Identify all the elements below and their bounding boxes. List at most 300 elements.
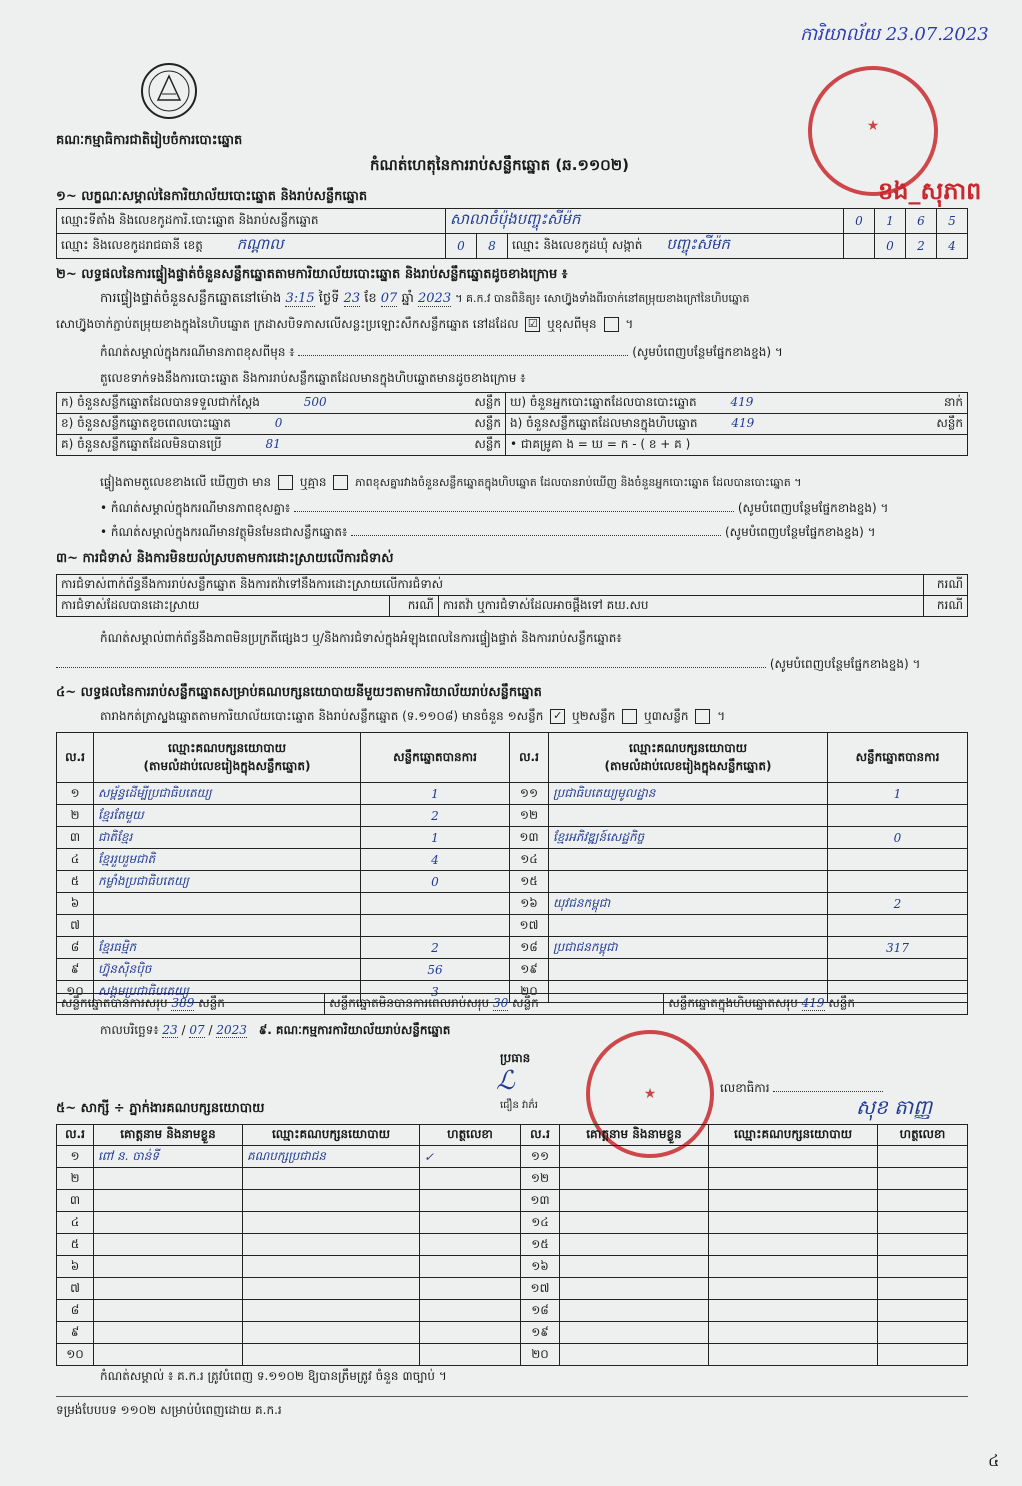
province-code-2: 8 xyxy=(477,234,508,259)
valid-total-unit: សន្លឹក xyxy=(198,996,225,1010)
document-title: កំណត់ហេតុនៃការរាប់សន្លឹកឆ្នោត (ឆ.១១០២) xyxy=(370,156,630,174)
bullet-2-dots xyxy=(351,535,721,536)
witness-no: ១០ xyxy=(57,1344,94,1366)
col-party-right-text: ឈ្មោះគណបក្សនយោបាយ xyxy=(628,740,748,755)
counts-intro: តួលេខទាក់ទងនឹងការបោះឆ្នោត និងការរាប់សន្លឹកឆ្នោតដែលមានក្នុងហិបឆ្នោតមានដូចខាងក្រោម ៖ xyxy=(100,371,526,385)
witness-col-name-right: គោត្តនាម និងនាមខ្លួន xyxy=(560,1125,709,1146)
month-label: ខែ xyxy=(364,291,377,306)
party-row xyxy=(57,827,968,849)
party-row-no: ១២ xyxy=(510,805,549,827)
fill-more-1: (សូមបំពេញបន្ថែមផ្នែកខាងខ្នង) ។ xyxy=(632,345,783,359)
day-label: ថ្ងៃទី xyxy=(318,291,340,306)
party-name: ប្រជាជនកម្ពុជា xyxy=(549,937,828,959)
page-mark: ៤ xyxy=(988,1451,1000,1470)
witness-name xyxy=(94,1212,243,1234)
party-row xyxy=(57,805,968,827)
witness-signature xyxy=(878,1300,968,1322)
party-row-no: ១៣ xyxy=(510,827,549,849)
witness-no: ២ xyxy=(57,1168,94,1190)
count-value-a: 500 xyxy=(303,395,327,409)
party-votes: 3 xyxy=(361,981,510,1003)
witness-party xyxy=(709,1168,878,1190)
party-votes: 56 xyxy=(361,959,510,981)
valid-total-value: 389 xyxy=(171,996,195,1010)
witness-signature xyxy=(878,1234,968,1256)
verification-day: 23 xyxy=(343,291,361,306)
witness-signature xyxy=(878,1212,968,1234)
witness-name xyxy=(560,1344,709,1366)
witness-col-party-right: ឈ្មោះគណបក្សនយោបាយ xyxy=(709,1125,878,1146)
fill-more-4: (សូមបំពេញបន្ថែមផ្នែកខាងខ្នង) ។ xyxy=(769,657,921,671)
bullet-1-dots xyxy=(294,511,734,512)
resolved-case: ករណី xyxy=(389,596,438,617)
count-label-c xyxy=(57,435,506,456)
verification-text-b: ។ គ.ក.វ បានពិនិត្យ៖ សោហ្វ៊ូងទាំងពីរចាក់នៅតម្រុយខាងក្រៅនៃហិបឆ្នោត xyxy=(455,292,750,305)
signing-date-label: កាលបរិច្ឆេទ៖ xyxy=(100,1023,159,1037)
secretary-dots xyxy=(773,1091,883,1092)
different-label: ឬខុសពីមុន xyxy=(547,317,597,331)
count-unit-b: សន្លឹក xyxy=(474,416,501,430)
commune-label-text: ឈ្មោះ និងលេខកូដឃុំ សង្កាត់ xyxy=(512,238,643,252)
party-row xyxy=(57,915,968,937)
col-no-left: ល.រ xyxy=(57,733,94,783)
witness-name xyxy=(560,1190,709,1212)
witness-table xyxy=(56,1124,968,1366)
witness-row xyxy=(57,1344,968,1366)
count-row xyxy=(57,435,968,456)
witness-no: ១១ xyxy=(521,1146,560,1168)
witness-no: ១ xyxy=(57,1146,94,1168)
witness-signature xyxy=(420,1234,521,1256)
match-line-rest: ភាពខុសគ្នារវាងចំនួនសន្លឹកឆ្នោតក្នុងហិបឆ្នោត ដែលបានរាប់ឃើញ និងចំនួនអ្នកបោះឆ្នោត ដែលបានបោះឆ្នោត ។ xyxy=(355,476,802,489)
witness-name xyxy=(94,1168,243,1190)
count-unit-c: សន្លឹក xyxy=(474,437,501,451)
match-line-text: ផ្ទៀងតាមតួលេខខាងលើ ឃើញថា មាន xyxy=(100,475,272,489)
province-value: កណ្ដាល xyxy=(236,235,284,253)
invalid-total xyxy=(325,994,664,1015)
witness-signature xyxy=(420,1212,521,1234)
witness-row xyxy=(57,1256,968,1278)
witness-party xyxy=(709,1278,878,1300)
witness-no: ២០ xyxy=(521,1344,560,1366)
witness-party xyxy=(243,1168,420,1190)
witness-name xyxy=(560,1212,709,1234)
three-sheets-label: ឬ៣សន្លឹក xyxy=(644,709,689,723)
signing-day: 23 xyxy=(162,1023,178,1037)
party-row-no: ១៥ xyxy=(510,871,549,893)
invalid-total-label: សន្លឹកឆ្នោតមិនបានការពេលរាប់សរុប xyxy=(329,996,490,1010)
no-difference-label: ឬគ្មាន xyxy=(299,475,327,489)
party-row-no: ១៦ xyxy=(510,893,549,915)
witness-no: ១៧ xyxy=(521,1278,560,1300)
party-row-no: ១៨ xyxy=(510,937,549,959)
witness-col-party-left: ឈ្មោះគណបក្សនយោបាយ xyxy=(243,1125,420,1146)
witness-name xyxy=(94,1256,243,1278)
party-name: ខ្មែរធម្មិក xyxy=(94,937,361,959)
col-party-left xyxy=(94,733,361,783)
handwritten-date-note: ការិយាល័យ 23.07.2023 xyxy=(800,24,989,45)
place-code-3: 6 xyxy=(906,209,937,234)
bullet-2-text: • កំណត់សម្គាល់ក្នុងករណីមានវត្ថុមិនមែនជាសន្លឹកឆ្នោត៖ xyxy=(100,525,348,539)
objections-case-1: ករណី xyxy=(923,575,967,596)
witness-signature xyxy=(420,1278,521,1300)
witness-no: ៥ xyxy=(57,1234,94,1256)
count-label-e xyxy=(506,414,968,435)
col-party-left-sub: (តាមលំដាប់លេខរៀងក្នុងសន្លឹកឆ្នោត) xyxy=(143,758,311,773)
party-name xyxy=(94,893,361,915)
witness-row xyxy=(57,1146,968,1168)
party-votes xyxy=(828,915,968,937)
party-row-no: ១ xyxy=(57,783,94,805)
witness-signature xyxy=(878,1146,968,1168)
witness-signature xyxy=(878,1344,968,1366)
party-row-no: ៦ xyxy=(57,893,94,915)
witness-signature: ✓ xyxy=(420,1146,521,1168)
party-name xyxy=(549,805,828,827)
party-name: ជាតិខ្មែរ xyxy=(94,827,361,849)
tally-intro: តារាងកត់ត្រាស្ទ្លងឆ្នោតតាមការិយាល័យបោះឆ្នោត និងរាប់សន្លឹកឆ្នោត (ទ.១១០៨) មានចំនួន ១សន្លឹក xyxy=(100,709,544,723)
party-row-no: ១៧ xyxy=(510,915,549,937)
emblem-logo xyxy=(138,60,200,122)
verification-text: ការផ្ទៀងផ្ទាត់ចំនួនសន្លឹកឆ្នោតនៅម៉ោង xyxy=(100,291,282,306)
party-row-no: ៨ xyxy=(57,937,94,959)
witness-party xyxy=(243,1234,420,1256)
count-row xyxy=(57,393,968,414)
match-line xyxy=(100,474,802,492)
party-votes xyxy=(361,915,510,937)
party-row-no: ៥ xyxy=(57,871,94,893)
totals-table xyxy=(56,993,968,1015)
witness-signature xyxy=(420,1322,521,1344)
signing-month: 07 xyxy=(189,1023,205,1037)
party-votes xyxy=(828,849,968,871)
party-name: ហ្វ៊ុនស៊ិនប៉ិច xyxy=(94,959,361,981)
section1-heading: ១~ លក្ខណៈសម្គាល់នៃការិយាល័យបោះឆ្នោត និងរាប់សន្លឹកឆ្នោត xyxy=(56,189,368,204)
section5-heading: ៥~ សាក្សី ÷ ភ្នាក់ងារគណបក្សនយោបាយ xyxy=(56,1101,265,1116)
province-code-1: 0 xyxy=(446,234,477,259)
president-name: ជឿន វាភ៌រ xyxy=(500,1100,538,1111)
party-row xyxy=(57,937,968,959)
invalid-total-value: 30 xyxy=(493,996,509,1010)
witness-name xyxy=(560,1300,709,1322)
section2-heading: ២~ លទ្ធផលនៃការផ្ទៀងផ្ទាត់ចំនួនសន្លឹកឆ្នោតតាមការិយាល័យបោះឆ្នោត និងរាប់សន្លឹកឆ្នោតដូចខាងក្រោម ៖ xyxy=(56,267,568,282)
party-row-no: ១៤ xyxy=(510,849,549,871)
count-label-c-text: គ) ចំនួនសន្លឹកឆ្នោតដែលមិនបានប្រើ xyxy=(61,437,222,451)
party-row xyxy=(57,959,968,981)
commune-code-blank xyxy=(844,234,875,259)
party-name: ខ្មែររួបរួមជាតិ xyxy=(94,849,361,871)
count-unit-d: នាក់ xyxy=(943,395,963,409)
commune-value: បញ្ចុះសីម៉ក xyxy=(666,235,730,253)
count-unit-e: សន្លឹក xyxy=(936,416,963,430)
party-name xyxy=(549,959,828,981)
witness-party xyxy=(709,1190,878,1212)
party-name: សម្ព័ន្ធដើម្បីប្រជាធិបតេយ្យ xyxy=(94,783,361,805)
party-name xyxy=(94,915,361,937)
verification-line-1 xyxy=(100,290,970,309)
witness-row xyxy=(57,1300,968,1322)
two-sheets-checkbox[interactable] xyxy=(622,709,637,724)
year-label: ឆ្នាំ xyxy=(401,291,414,306)
party-row-no: ៩ xyxy=(57,959,94,981)
witness-row xyxy=(57,1322,968,1344)
secretary-label-text: លេខាធិការ xyxy=(720,1081,770,1095)
committee-stamp: ★ xyxy=(586,1030,714,1158)
org-label: គណៈកម្មាធិការជាតិរៀបចំការបោះឆ្នោត xyxy=(56,133,243,148)
witness-no: ៧ xyxy=(57,1278,94,1300)
party-results-table xyxy=(56,732,968,1003)
witness-signature xyxy=(878,1168,968,1190)
section1-table xyxy=(56,208,968,259)
witness-party xyxy=(709,1212,878,1234)
signing-year: 2023 xyxy=(216,1023,247,1037)
count-value-d: 419 xyxy=(730,395,754,409)
witness-row xyxy=(57,1212,968,1234)
party-votes: 2 xyxy=(361,937,510,959)
count-value-b: 0 xyxy=(274,416,283,430)
party-votes: 1 xyxy=(361,783,510,805)
verification-time: 3:15 xyxy=(285,291,315,306)
party-votes: 4 xyxy=(361,849,510,871)
objections-row-1: ការជំទាស់ពាក់ព័ន្ធនឹងការរាប់សន្លឹកឆ្នោត និងការតវ៉ាទៅនឹងការដោះស្រាយលើការជំទាស់ xyxy=(57,575,924,596)
irregularity-dots xyxy=(56,667,766,668)
president-signature: ℒ xyxy=(496,1066,515,1096)
footer-rule xyxy=(56,1396,968,1397)
party-name: ខ្មែរតែមួយ xyxy=(94,805,361,827)
box-total xyxy=(664,994,968,1015)
party-row-no: ១០ xyxy=(57,981,94,1003)
witness-party xyxy=(243,1322,420,1344)
witness-name: ពៅ ន. ចាន់ទី xyxy=(94,1146,243,1168)
party-row-no: ៤ xyxy=(57,849,94,871)
count-label-b xyxy=(57,414,506,435)
same-checkbox[interactable]: ☑ xyxy=(525,317,540,332)
party-name: ខ្មែរអភិវឌ្ឍន៍សេដ្ឋកិច្ច xyxy=(549,827,828,849)
form-name: ទម្រង់បែបបទ ១១០២ សម្រាប់បំពេញដោយ គ.ក.រ xyxy=(56,1403,282,1417)
witness-signature xyxy=(420,1344,521,1366)
party-name: ប្រជាធិបតេយ្យមូលដ្ឋាន xyxy=(549,783,828,805)
count-label-a xyxy=(57,393,506,414)
counts-table xyxy=(56,392,968,456)
fill-more-2: (សូមបំពេញបន្ថែមផ្នែកខាងខ្នង) ។ xyxy=(737,501,889,515)
witness-row xyxy=(57,1190,968,1212)
witness-name xyxy=(560,1256,709,1278)
place-code-4: 5 xyxy=(937,209,968,234)
witness-party xyxy=(243,1300,420,1322)
count-label-d xyxy=(506,393,968,414)
witness-no: ១៥ xyxy=(521,1234,560,1256)
valid-total-label: សន្លឹកឆ្នោតបានការសរុប xyxy=(61,996,168,1010)
witness-signature xyxy=(420,1256,521,1278)
irregularity-note: កំណត់សម្គាល់ពាក់ព័ន្ធនឹងភាពមិនប្រក្រតីផ្សេងៗ ឬ/និងការជំទាស់ក្នុងអំឡុងពេលនៃការផ្ទៀងផ្ទាត់ និងការរាប់សន្លឹកឆ្នោត៖ xyxy=(100,631,622,645)
witness-no: ៤ xyxy=(57,1212,94,1234)
difference-note-dots xyxy=(298,355,628,356)
party-name xyxy=(549,915,828,937)
witness-row xyxy=(57,1168,968,1190)
witness-row xyxy=(57,1278,968,1300)
objections-table xyxy=(56,574,968,617)
count-unit-a: សន្លឹក xyxy=(474,395,501,409)
one-sheet-checkbox[interactable]: ✓ xyxy=(550,709,565,724)
party-name: សង្គមប្រជាធិបតេយ្យ xyxy=(94,981,361,1003)
verification-line-2: សោហ្វ៊ូងចាក់ភ្ជាប់តម្រុយខាងក្នុងនៃហិបឆ្នោត ក្រដាសបិទភាសលើសន្លះប្រឡោះសឹកសន្លឹកឆ្នោត នៅដដែល ☑ ឬខុសពីមុន ។ xyxy=(56,317,634,331)
party-row xyxy=(57,871,968,893)
place-code-2: 1 xyxy=(875,209,906,234)
witness-name xyxy=(94,1300,243,1322)
irregularity-line xyxy=(56,656,968,674)
bullet-line-2 xyxy=(100,524,970,542)
section3-heading: ៣~ ការជំទាស់ និងការមិនយល់ស្របតាមការដោះស្រាយលើការជំទាស់ xyxy=(56,551,394,566)
witness-no: ១៦ xyxy=(521,1256,560,1278)
col-votes-right: សន្លឹកឆ្នោតបានការ xyxy=(828,733,968,783)
witness-name xyxy=(560,1146,709,1168)
party-row-no: ២០ xyxy=(510,981,549,1003)
party-row-no: ៣ xyxy=(57,827,94,849)
section4-heading: ៤~ លទ្ធផលនៃការរាប់សន្លឹកឆ្នោតសម្រាប់គណបក្សនយោបាយនីមួយៗតាមការិយាល័យរាប់សន្លឹកឆ្នោត xyxy=(56,685,542,700)
col-party-left-text: ឈ្មោះគណបក្សនយោបាយ xyxy=(167,740,287,755)
party-name xyxy=(549,849,828,871)
bullet-line-1 xyxy=(100,500,970,518)
witness-party xyxy=(709,1344,878,1366)
count-row xyxy=(57,414,968,435)
witness-party xyxy=(243,1212,420,1234)
box-total-label: សន្លឹកឆ្នោតក្នុងហិបឆ្នោតសរុប xyxy=(668,996,798,1010)
party-row-no: ២ xyxy=(57,805,94,827)
witness-signature xyxy=(878,1190,968,1212)
commune-code-3: 4 xyxy=(937,234,968,259)
witness-no: ១៣ xyxy=(521,1190,560,1212)
witness-name xyxy=(94,1190,243,1212)
stamp-label: ខង_សុភាព xyxy=(878,177,982,205)
party-votes xyxy=(361,893,510,915)
witness-name xyxy=(94,1234,243,1256)
witness-party: គណបក្សប្រជាជន xyxy=(243,1146,420,1168)
committee-label: ៩. គណៈកម្មការការិយាល័យរាប់សន្លឹកឆ្នោត xyxy=(258,1023,451,1037)
col-party-right xyxy=(549,733,828,783)
count-label-b-text: ខ) ចំនួនសន្លឹកឆ្នោតខូចពេលបោះឆ្នោត xyxy=(61,416,231,430)
party-name: កម្លាំងប្រជាធិបតេយ្យ xyxy=(94,871,361,893)
col-party-right-sub: (តាមលំដាប់លេខរៀងក្នុងសន្លឹកឆ្នោត) xyxy=(604,758,772,773)
party-votes: 0 xyxy=(828,827,968,849)
place-code-1: 0 xyxy=(844,209,875,234)
party-row xyxy=(57,893,968,915)
witness-name xyxy=(560,1168,709,1190)
witness-signature xyxy=(420,1168,521,1190)
witness-name xyxy=(560,1234,709,1256)
party-row xyxy=(57,783,968,805)
witness-party xyxy=(243,1344,420,1366)
bullet-1-text: • កំណត់សម្គាល់ក្នុងករណីមានភាពខុសគ្នា៖ xyxy=(100,501,291,515)
party-name xyxy=(549,871,828,893)
commune-code-1: 0 xyxy=(875,234,906,259)
official-stamp: ★ xyxy=(808,66,938,196)
witness-no: ៨ xyxy=(57,1300,94,1322)
party-votes: 2 xyxy=(361,805,510,827)
commune-label xyxy=(508,234,844,259)
witness-note: កំណត់សម្គាល់ ៖ គ.ក.រ ត្រូវបំពេញ ទ.១១០២ ឱ្យបានត្រឹមត្រូវ ចំនួន ៣ច្បាប់ ។ xyxy=(100,1369,447,1383)
witness-party xyxy=(709,1256,878,1278)
party-votes: 1 xyxy=(361,827,510,849)
place-value: សាលាចំប៉ុងបញ្ចុះសីម៉ក xyxy=(446,209,844,234)
different-checkbox[interactable] xyxy=(604,317,619,332)
count-value-e: 419 xyxy=(731,416,755,430)
difference-note-line xyxy=(100,344,970,362)
witness-col-sig-left: ហត្ថលេខា xyxy=(420,1125,521,1146)
witness-name xyxy=(560,1322,709,1344)
formula-cell: • ជាគម្រូគា ង = ឃ = ក - ( ខ + គ ) xyxy=(506,435,968,456)
witness-signature xyxy=(420,1190,521,1212)
witness-no: ៣ xyxy=(57,1190,94,1212)
witness-party xyxy=(709,1300,878,1322)
box-total-value: 419 xyxy=(801,996,825,1010)
party-row-no: ៧ xyxy=(57,915,94,937)
witness-party xyxy=(709,1234,878,1256)
col-no-right: ល.រ xyxy=(510,733,549,783)
witness-party xyxy=(243,1190,420,1212)
two-sheets-label: ឬ២សន្លឹក xyxy=(572,709,616,723)
verification-year: 2023 xyxy=(418,291,452,306)
party-row xyxy=(57,849,968,871)
party-votes: 2 xyxy=(828,893,968,915)
witness-no: ១៩ xyxy=(521,1322,560,1344)
party-votes: 1 xyxy=(828,783,968,805)
party-row-no: ១៩ xyxy=(510,959,549,981)
seal-text: សោហ្វ៊ូងចាក់ភ្ជាប់តម្រុយខាងក្នុងនៃហិបឆ្នោត ក្រដាសបិទភាសលើសន្លះប្រឡោះសឹកសន្លឹកឆ្នោត នៅដដែល xyxy=(56,317,519,331)
place-label: ឈ្មោះទីតាំង និងលេខកូដការិ.បោះឆ្នោត និងរាប់សន្លឹកឆ្នោត xyxy=(57,209,446,234)
appeal-label: ការតវ៉ា ឬការជំទាស់ដែលអាចផ្ដឹងទៅ គឃ.សប xyxy=(438,596,923,617)
party-row-no: ១១ xyxy=(510,783,549,805)
three-sheets-checkbox[interactable] xyxy=(695,709,710,724)
witness-no: ៦ xyxy=(57,1256,94,1278)
appeal-case: ករណី xyxy=(923,596,967,617)
party-votes xyxy=(828,805,968,827)
witness-signature xyxy=(878,1256,968,1278)
witness-name xyxy=(94,1322,243,1344)
party-votes: 317 xyxy=(828,937,968,959)
box-total-unit: សន្លឹក xyxy=(828,996,856,1010)
verification-month: 07 xyxy=(380,291,398,306)
witness-signature xyxy=(420,1300,521,1322)
invalid-total-unit: សន្លឹក xyxy=(512,996,539,1010)
province-label-text: ឈ្មោះ និងលេខកូដរាជធានី ខេត្ត xyxy=(61,238,203,252)
party-votes: 0 xyxy=(361,871,510,893)
witness-col-sig-right: ហត្ថលេខា xyxy=(878,1125,968,1146)
fill-more-3: (សូមបំពេញបន្ថែមផ្នែកខាងខ្នង) ។ xyxy=(724,525,876,539)
resolved-label: ការជំទាស់ដែលបានដោះស្រាយ xyxy=(57,596,390,617)
tally-sheets-line: តារាងកត់ត្រាស្ទ្លងឆ្នោតតាមការិយាល័យបោះឆ្នោត និងរាប់សន្លឹកឆ្នោត (ទ.១១០៨) មានចំនួន ១សន្លឹក ✓ ឬ២សន្លឹក ឬ៣សន្លឹក ។ xyxy=(100,709,726,723)
witness-party xyxy=(709,1146,878,1168)
witness-signature xyxy=(878,1322,968,1344)
col-votes-left: សន្លឹកឆ្នោតបានការ xyxy=(361,733,510,783)
count-value-c: 81 xyxy=(265,437,281,451)
witness-name xyxy=(560,1278,709,1300)
count-label-e-text: ង) ចំនួនសន្លឹកឆ្នោតដែលមានក្នុងហិបឆ្នោត xyxy=(510,416,698,430)
witness-signature xyxy=(878,1278,968,1300)
witness-no: ១២ xyxy=(521,1168,560,1190)
witness-no: ១៤ xyxy=(521,1212,560,1234)
no-difference-checkbox[interactable] xyxy=(333,475,348,490)
commune-code-2: 2 xyxy=(906,234,937,259)
witness-party xyxy=(243,1256,420,1278)
secretary-signature: សុខ តាញ្ញ xyxy=(856,1095,933,1119)
witness-col-no-left: ល.រ xyxy=(57,1125,94,1146)
witness-party xyxy=(243,1278,420,1300)
count-label-d-text: ឃ) ចំនួនអ្នកបោះឆ្នោតដែលបានបោះឆ្នោត xyxy=(510,395,697,409)
party-votes xyxy=(828,959,968,981)
has-difference-checkbox[interactable] xyxy=(278,475,293,490)
difference-note-label: កំណត់សម្គាល់ក្នុងករណីមានភាពខុសពីមុន ៖ xyxy=(100,345,295,359)
province-label xyxy=(57,234,446,259)
